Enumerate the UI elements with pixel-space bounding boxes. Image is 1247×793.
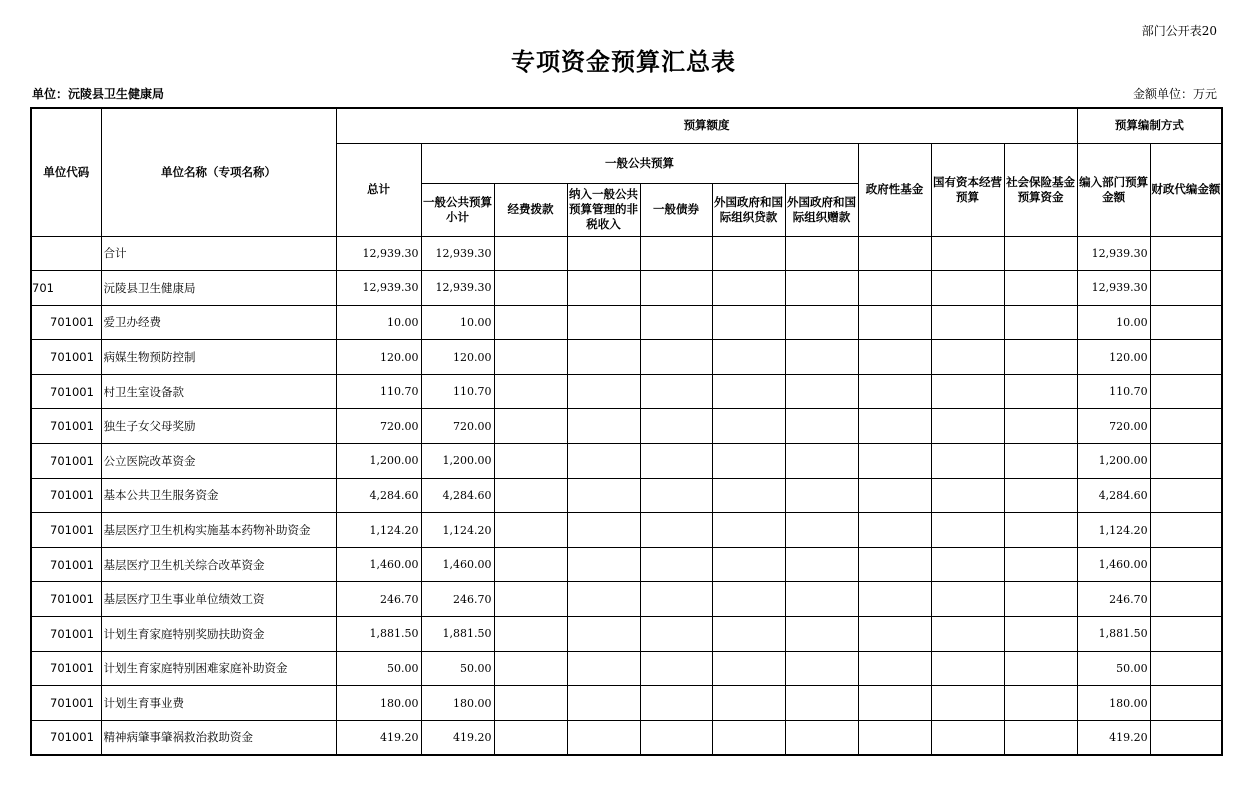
cell-funding-allocation bbox=[494, 478, 567, 513]
cell-fiscal-agency bbox=[1150, 340, 1222, 375]
cell-gov-fund bbox=[858, 720, 931, 755]
cell-general-bonds bbox=[640, 271, 712, 306]
header-funding-allocation: 经费拨款 bbox=[494, 183, 567, 236]
cell-funding-allocation bbox=[494, 617, 567, 652]
cell-state-capital bbox=[931, 305, 1004, 340]
cell-dept-budget: 720.00 bbox=[1077, 409, 1150, 444]
cell-general-bonds bbox=[640, 305, 712, 340]
header-foreign-grants: 外国政府和国际组织赠款 bbox=[785, 183, 858, 236]
cell-social-insurance bbox=[1004, 513, 1077, 548]
cell-gov-fund bbox=[858, 236, 931, 271]
cell-general-bonds bbox=[640, 236, 712, 271]
cell-unit-code: 701001 bbox=[31, 340, 101, 375]
cell-funding-allocation bbox=[494, 409, 567, 444]
cell-non-tax-income bbox=[567, 651, 640, 686]
header-foreign-loans: 外国政府和国际组织贷款 bbox=[712, 183, 785, 236]
cell-social-insurance bbox=[1004, 547, 1077, 582]
cell-unit-name: 基层医疗卫生机构实施基本药物补助资金 bbox=[101, 513, 336, 548]
page-title: 专项资金预算汇总表 bbox=[511, 48, 736, 76]
cell-unit-name: 合计 bbox=[101, 236, 336, 271]
cell-unit-code: 701001 bbox=[31, 374, 101, 409]
cell-unit-code: 701001 bbox=[31, 513, 101, 548]
cell-fiscal-agency bbox=[1150, 547, 1222, 582]
cell-gp-subtotal: 1,124.20 bbox=[421, 513, 494, 548]
cell-state-capital bbox=[931, 374, 1004, 409]
cell-unit-name: 基层医疗卫生机关综合改革资金 bbox=[101, 547, 336, 582]
cell-fiscal-agency bbox=[1150, 651, 1222, 686]
cell-foreign-loans bbox=[712, 340, 785, 375]
cell-foreign-loans bbox=[712, 374, 785, 409]
cell-unit-name: 基层医疗卫生事业单位绩效工资 bbox=[101, 582, 336, 617]
cell-foreign-loans bbox=[712, 651, 785, 686]
cell-unit-code: 701001 bbox=[31, 305, 101, 340]
cell-general-bonds bbox=[640, 720, 712, 755]
cell-total: 1,881.50 bbox=[336, 617, 421, 652]
cell-total: 50.00 bbox=[336, 651, 421, 686]
cell-social-insurance bbox=[1004, 444, 1077, 479]
cell-fiscal-agency bbox=[1150, 720, 1222, 755]
cell-funding-allocation bbox=[494, 720, 567, 755]
cell-non-tax-income bbox=[567, 513, 640, 548]
cell-total: 120.00 bbox=[336, 340, 421, 375]
cell-non-tax-income bbox=[567, 720, 640, 755]
budget-summary-table bbox=[30, 107, 1223, 756]
table-row bbox=[31, 651, 1222, 686]
cell-gov-fund bbox=[858, 374, 931, 409]
table-row bbox=[31, 305, 1222, 340]
cell-dept-budget: 246.70 bbox=[1077, 582, 1150, 617]
cell-total: 110.70 bbox=[336, 374, 421, 409]
cell-dept-budget: 10.00 bbox=[1077, 305, 1150, 340]
cell-social-insurance bbox=[1004, 236, 1077, 271]
table-row bbox=[31, 547, 1222, 582]
cell-foreign-grants bbox=[785, 720, 858, 755]
currency-unit-label: 金额单位：万元 bbox=[1132, 87, 1217, 101]
cell-non-tax-income bbox=[567, 305, 640, 340]
cell-unit-code: 701001 bbox=[31, 651, 101, 686]
cell-non-tax-income bbox=[567, 582, 640, 617]
cell-funding-allocation bbox=[494, 686, 567, 721]
cell-dept-budget: 12,939.30 bbox=[1077, 236, 1150, 271]
cell-gov-fund bbox=[858, 409, 931, 444]
cell-dept-budget: 110.70 bbox=[1077, 374, 1150, 409]
header-gp-subtotal: 一般公共预算小计 bbox=[421, 183, 494, 236]
cell-gov-fund bbox=[858, 651, 931, 686]
header-dept-budget: 编入部门预算金额 bbox=[1077, 143, 1150, 236]
cell-non-tax-income bbox=[567, 547, 640, 582]
cell-gp-subtotal: 12,939.30 bbox=[421, 271, 494, 306]
cell-unit-name: 精神病肇事肇祸救治救助资金 bbox=[101, 720, 336, 755]
cell-non-tax-income bbox=[567, 686, 640, 721]
cell-general-bonds bbox=[640, 582, 712, 617]
cell-foreign-grants bbox=[785, 444, 858, 479]
cell-funding-allocation bbox=[494, 582, 567, 617]
cell-foreign-grants bbox=[785, 409, 858, 444]
cell-non-tax-income bbox=[567, 340, 640, 375]
cell-general-bonds bbox=[640, 340, 712, 375]
cell-unit-code: 701001 bbox=[31, 547, 101, 582]
cell-unit-name: 计划生育家庭特别困难家庭补助资金 bbox=[101, 651, 336, 686]
cell-foreign-loans bbox=[712, 271, 785, 306]
cell-state-capital bbox=[931, 478, 1004, 513]
table-row bbox=[31, 340, 1222, 375]
cell-funding-allocation bbox=[494, 513, 567, 548]
cell-social-insurance bbox=[1004, 720, 1077, 755]
cell-funding-allocation bbox=[494, 651, 567, 686]
cell-gov-fund bbox=[858, 478, 931, 513]
cell-funding-allocation bbox=[494, 236, 567, 271]
cell-total: 1,124.20 bbox=[336, 513, 421, 548]
cell-foreign-loans bbox=[712, 720, 785, 755]
cell-gp-subtotal: 246.70 bbox=[421, 582, 494, 617]
header-unit-code: 单位代码 bbox=[31, 108, 101, 236]
cell-foreign-grants bbox=[785, 305, 858, 340]
cell-foreign-loans bbox=[712, 582, 785, 617]
cell-dept-budget: 1,881.50 bbox=[1077, 617, 1150, 652]
cell-general-bonds bbox=[640, 444, 712, 479]
table-number-label: 部门公开表20 bbox=[1141, 24, 1217, 38]
cell-social-insurance bbox=[1004, 582, 1077, 617]
cell-dept-budget: 419.20 bbox=[1077, 720, 1150, 755]
cell-state-capital bbox=[931, 720, 1004, 755]
cell-social-insurance bbox=[1004, 271, 1077, 306]
cell-non-tax-income bbox=[567, 409, 640, 444]
cell-general-bonds bbox=[640, 409, 712, 444]
cell-foreign-loans bbox=[712, 409, 785, 444]
table-row bbox=[31, 444, 1222, 479]
cell-foreign-grants bbox=[785, 374, 858, 409]
cell-foreign-grants bbox=[785, 236, 858, 271]
cell-general-bonds bbox=[640, 513, 712, 548]
cell-social-insurance bbox=[1004, 305, 1077, 340]
cell-gov-fund bbox=[858, 547, 931, 582]
table-row bbox=[31, 409, 1222, 444]
cell-state-capital bbox=[931, 547, 1004, 582]
cell-social-insurance bbox=[1004, 409, 1077, 444]
cell-gp-subtotal: 419.20 bbox=[421, 720, 494, 755]
cell-unit-name: 独生子女父母奖励 bbox=[101, 409, 336, 444]
unit-label: 单位：沅陵县卫生健康局 bbox=[32, 87, 165, 101]
cell-fiscal-agency bbox=[1150, 409, 1222, 444]
cell-gp-subtotal: 10.00 bbox=[421, 305, 494, 340]
cell-gp-subtotal: 1,200.00 bbox=[421, 444, 494, 479]
cell-unit-code: 701001 bbox=[31, 444, 101, 479]
cell-gp-subtotal: 1,460.00 bbox=[421, 547, 494, 582]
table-row bbox=[31, 236, 1222, 271]
cell-unit-code bbox=[31, 236, 101, 271]
cell-gp-subtotal: 720.00 bbox=[421, 409, 494, 444]
cell-unit-name: 计划生育事业费 bbox=[101, 686, 336, 721]
cell-fiscal-agency bbox=[1150, 686, 1222, 721]
cell-foreign-loans bbox=[712, 478, 785, 513]
cell-foreign-loans bbox=[712, 513, 785, 548]
cell-social-insurance bbox=[1004, 686, 1077, 721]
cell-gov-fund bbox=[858, 513, 931, 548]
header-budget-method: 预算编制方式 bbox=[1077, 108, 1222, 143]
cell-state-capital bbox=[931, 686, 1004, 721]
cell-total: 720.00 bbox=[336, 409, 421, 444]
cell-gp-subtotal: 120.00 bbox=[421, 340, 494, 375]
cell-unit-name: 村卫生室设备款 bbox=[101, 374, 336, 409]
cell-fiscal-agency bbox=[1150, 444, 1222, 479]
cell-funding-allocation bbox=[494, 374, 567, 409]
cell-gp-subtotal: 4,284.60 bbox=[421, 478, 494, 513]
cell-funding-allocation bbox=[494, 271, 567, 306]
cell-state-capital bbox=[931, 617, 1004, 652]
table-row bbox=[31, 686, 1222, 721]
table-row bbox=[31, 582, 1222, 617]
header-total: 总计 bbox=[336, 143, 421, 236]
cell-unit-name: 沅陵县卫生健康局 bbox=[101, 271, 336, 306]
cell-foreign-loans bbox=[712, 305, 785, 340]
cell-fiscal-agency bbox=[1150, 478, 1222, 513]
cell-unit-code: 701001 bbox=[31, 582, 101, 617]
cell-fiscal-agency bbox=[1150, 305, 1222, 340]
table-row bbox=[31, 478, 1222, 513]
cell-foreign-grants bbox=[785, 547, 858, 582]
cell-total: 419.20 bbox=[336, 720, 421, 755]
cell-gov-fund bbox=[858, 340, 931, 375]
cell-fiscal-agency bbox=[1150, 617, 1222, 652]
header-fiscal-agency: 财政代编金额 bbox=[1150, 143, 1222, 236]
table-row bbox=[31, 617, 1222, 652]
cell-gp-subtotal: 1,881.50 bbox=[421, 617, 494, 652]
cell-dept-budget: 180.00 bbox=[1077, 686, 1150, 721]
cell-foreign-loans bbox=[712, 617, 785, 652]
cell-total: 10.00 bbox=[336, 305, 421, 340]
cell-unit-code: 701001 bbox=[31, 686, 101, 721]
cell-state-capital bbox=[931, 513, 1004, 548]
cell-general-bonds bbox=[640, 478, 712, 513]
table-row bbox=[31, 720, 1222, 755]
cell-unit-code: 701001 bbox=[31, 720, 101, 755]
cell-general-bonds bbox=[640, 686, 712, 721]
cell-non-tax-income bbox=[567, 478, 640, 513]
cell-total: 180.00 bbox=[336, 686, 421, 721]
header-state-capital: 国有资本经营预算 bbox=[931, 143, 1004, 236]
cell-social-insurance bbox=[1004, 374, 1077, 409]
cell-total: 246.70 bbox=[336, 582, 421, 617]
cell-foreign-loans bbox=[712, 547, 785, 582]
cell-foreign-loans bbox=[712, 444, 785, 479]
cell-funding-allocation bbox=[494, 444, 567, 479]
cell-fiscal-agency bbox=[1150, 582, 1222, 617]
cell-state-capital bbox=[931, 651, 1004, 686]
cell-funding-allocation bbox=[494, 340, 567, 375]
cell-fiscal-agency bbox=[1150, 374, 1222, 409]
cell-dept-budget: 1,460.00 bbox=[1077, 547, 1150, 582]
cell-social-insurance bbox=[1004, 651, 1077, 686]
cell-foreign-grants bbox=[785, 478, 858, 513]
cell-state-capital bbox=[931, 340, 1004, 375]
header-gov-fund: 政府性基金 bbox=[858, 143, 931, 236]
cell-foreign-grants bbox=[785, 271, 858, 306]
cell-gov-fund bbox=[858, 686, 931, 721]
cell-general-bonds bbox=[640, 374, 712, 409]
cell-foreign-loans bbox=[712, 686, 785, 721]
cell-gov-fund bbox=[858, 271, 931, 306]
cell-unit-code: 701001 bbox=[31, 478, 101, 513]
cell-gov-fund bbox=[858, 305, 931, 340]
cell-foreign-grants bbox=[785, 651, 858, 686]
cell-unit-name: 爱卫办经费 bbox=[101, 305, 336, 340]
cell-funding-allocation bbox=[494, 547, 567, 582]
cell-gov-fund bbox=[858, 582, 931, 617]
cell-state-capital bbox=[931, 409, 1004, 444]
cell-dept-budget: 12,939.30 bbox=[1077, 271, 1150, 306]
cell-foreign-grants bbox=[785, 340, 858, 375]
cell-gp-subtotal: 50.00 bbox=[421, 651, 494, 686]
cell-gov-fund bbox=[858, 617, 931, 652]
cell-general-bonds bbox=[640, 617, 712, 652]
cell-state-capital bbox=[931, 236, 1004, 271]
cell-unit-name: 计划生育家庭特别奖励扶助资金 bbox=[101, 617, 336, 652]
cell-unit-code: 701001 bbox=[31, 617, 101, 652]
cell-dept-budget: 4,284.60 bbox=[1077, 478, 1150, 513]
cell-non-tax-income bbox=[567, 444, 640, 479]
cell-total: 4,284.60 bbox=[336, 478, 421, 513]
cell-total: 1,460.00 bbox=[336, 547, 421, 582]
cell-unit-code: 701001 bbox=[31, 409, 101, 444]
header-unit-name: 单位名称（专项名称） bbox=[101, 108, 336, 236]
cell-state-capital bbox=[931, 582, 1004, 617]
cell-foreign-loans bbox=[712, 236, 785, 271]
cell-total: 1,200.00 bbox=[336, 444, 421, 479]
cell-funding-allocation bbox=[494, 305, 567, 340]
cell-gp-subtotal: 180.00 bbox=[421, 686, 494, 721]
cell-social-insurance bbox=[1004, 478, 1077, 513]
cell-total: 12,939.30 bbox=[336, 271, 421, 306]
table-row bbox=[31, 374, 1222, 409]
cell-general-bonds bbox=[640, 547, 712, 582]
header-non-tax-income: 纳入一般公共预算管理的非税收入 bbox=[567, 183, 640, 236]
cell-dept-budget: 120.00 bbox=[1077, 340, 1150, 375]
cell-gp-subtotal: 12,939.30 bbox=[421, 236, 494, 271]
header-general-public: 一般公共预算 bbox=[421, 143, 858, 183]
header-social-insurance: 社会保险基金预算资金 bbox=[1004, 143, 1077, 236]
cell-foreign-grants bbox=[785, 582, 858, 617]
cell-state-capital bbox=[931, 444, 1004, 479]
cell-unit-name: 公立医院改革资金 bbox=[101, 444, 336, 479]
cell-foreign-grants bbox=[785, 617, 858, 652]
cell-fiscal-agency bbox=[1150, 513, 1222, 548]
header-budget-amount: 预算额度 bbox=[336, 108, 1077, 143]
cell-fiscal-agency bbox=[1150, 236, 1222, 271]
cell-social-insurance bbox=[1004, 617, 1077, 652]
cell-unit-name: 基本公共卫生服务资金 bbox=[101, 478, 336, 513]
cell-non-tax-income bbox=[567, 374, 640, 409]
cell-dept-budget: 1,200.00 bbox=[1077, 444, 1150, 479]
cell-general-bonds bbox=[640, 651, 712, 686]
cell-total: 12,939.30 bbox=[336, 236, 421, 271]
table-row bbox=[31, 513, 1222, 548]
cell-gov-fund bbox=[858, 444, 931, 479]
cell-non-tax-income bbox=[567, 236, 640, 271]
table-row bbox=[31, 271, 1222, 306]
cell-fiscal-agency bbox=[1150, 271, 1222, 306]
cell-dept-budget: 50.00 bbox=[1077, 651, 1150, 686]
cell-foreign-grants bbox=[785, 513, 858, 548]
header-general-bonds: 一般债券 bbox=[640, 183, 712, 236]
cell-unit-code: 701 bbox=[31, 271, 101, 306]
cell-unit-name: 病媒生物预防控制 bbox=[101, 340, 336, 375]
cell-dept-budget: 1,124.20 bbox=[1077, 513, 1150, 548]
cell-social-insurance bbox=[1004, 340, 1077, 375]
cell-non-tax-income bbox=[567, 617, 640, 652]
cell-foreign-grants bbox=[785, 686, 858, 721]
cell-gp-subtotal: 110.70 bbox=[421, 374, 494, 409]
cell-non-tax-income bbox=[567, 271, 640, 306]
cell-state-capital bbox=[931, 271, 1004, 306]
